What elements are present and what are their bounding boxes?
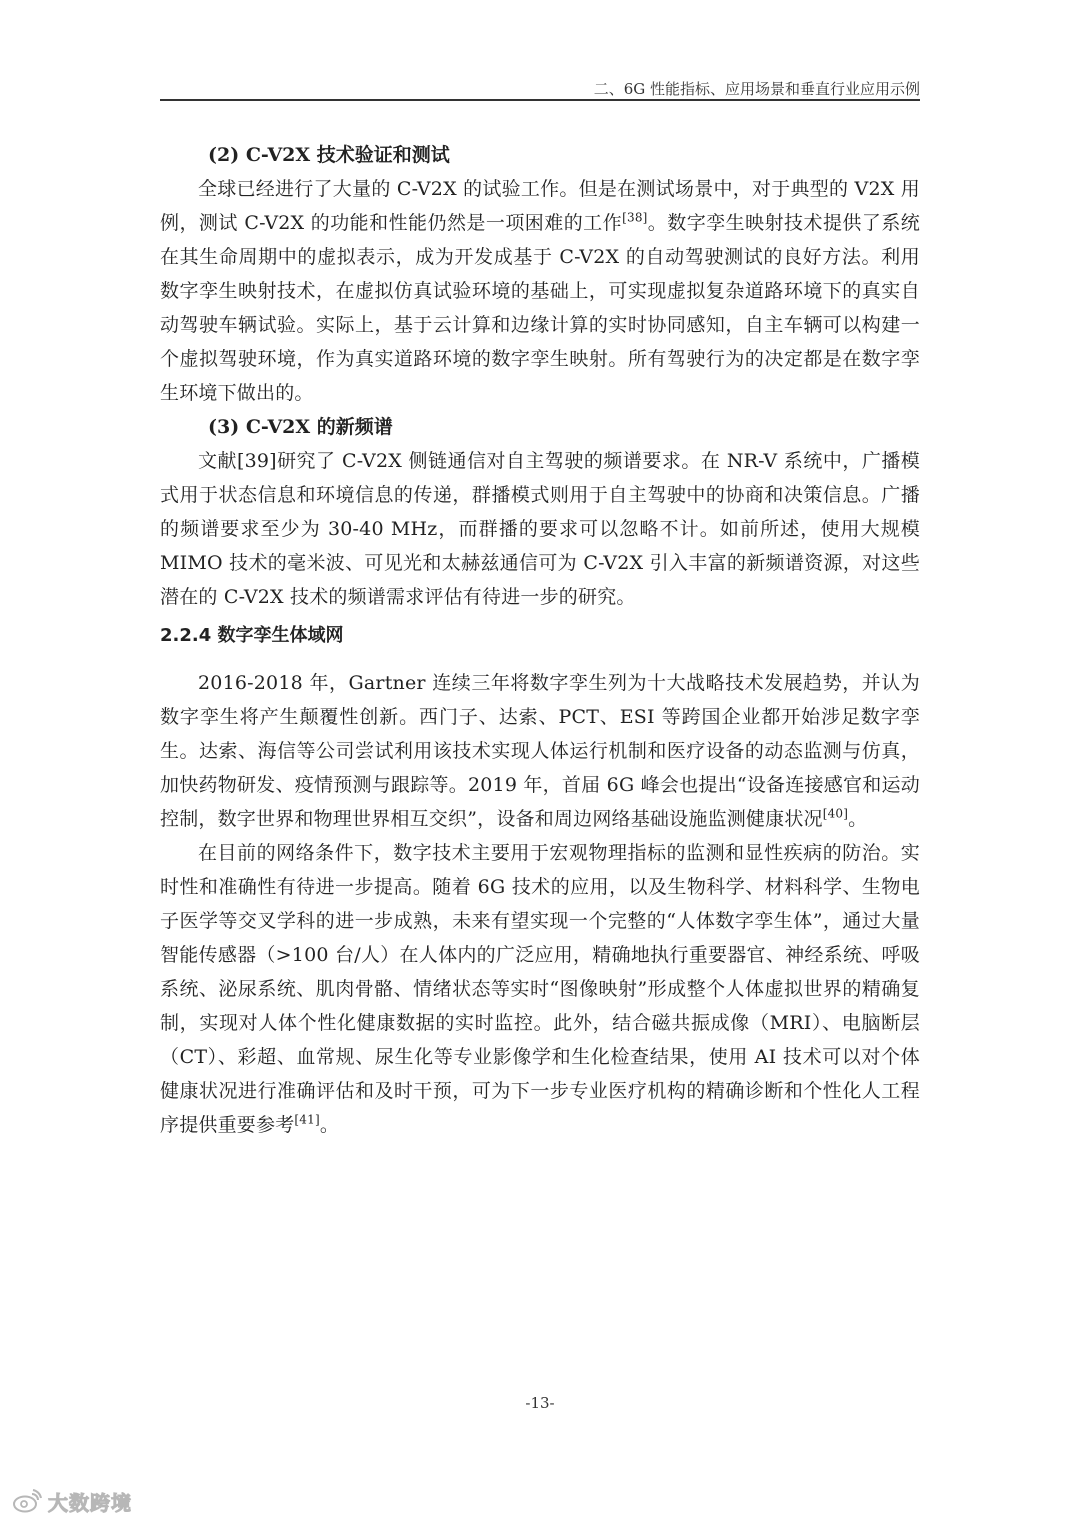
paragraph-digital-twin-1 [160,666,920,836]
watermark [12,1486,132,1516]
paragraph-digital-twin-2 [160,836,920,1142]
weibo-logo-icon [12,1489,42,1513]
watermark-text: 大数跨境 [48,1490,132,1515]
citation-ref-40: [40] [822,806,849,821]
paragraph-text: 。 [848,808,868,830]
section-title-digital-twin-ban: 2.2.4 数字孪生体域网 [160,625,344,646]
subsection-heading-new-spectrum: (3) C-V2X 的新频谱 [208,416,393,438]
paragraph-c-v2x-testing [160,172,920,410]
paragraph-text: 全球已经进行了大量的 C-V2X 的试验工作。但是在测试场景中，对于典型的 V2X 用例，测试 C-V2X 的功能和性能仍然是一项困难的工作 [160,178,920,234]
paragraph-new-spectrum: 文献[39]研究了 C-V2X 侧链通信对自主驾驶的频谱要求。在 NR-V 系统中，广播模式用于状态信息和环境信息的传递，群播模式则用于自主驾驶中的协商和决策信息。广播的频谱要求至少为 30-40 MHz，而群播的要求可以忽略不计。如前所述，使用大规模 MIMO 技术的毫米波、可见光和太赫兹通信可为 C-V2X 引入丰富的新频谱资源，对这些潜在的 C-V2X 技术的频谱需求评估有待进一步的研究。 [160,450,920,608]
page-number: -13- [525,1394,555,1412]
page-body [160,138,920,1142]
paragraph-text: 。数字孪生映射技术提供了系统在其生命周期中的虚拟表示，成为开发成基于 C-V2X 的自动驾驶测试的良好方法。利用数字孪生映射技术，在虚拟仿真试验环境的基础上，可实现虚拟复杂道路环境下的真实自动驾驶车辆试验。实际上，基于云计算和边缘计算的实时协同感知，自主车辆可以构建一个虚拟驾驶环境，作为真实道路环境的数字孪生映射。所有驾驶行为的决定都是在数字孪生环境下做出的。 [160,212,920,404]
header-rule [160,99,920,101]
citation-ref-41: [41] [294,1112,320,1127]
paragraph-text: 2016-2018 年，Gartner 连续三年将数字孪生列为十大战略技术发展趋势，并认为数字孪生将产生颠覆性创新。西门子、达索、PCT、ESI 等跨国企业都开始涉足数字孪生。达索、海信等公司尝试利用该技术实现人体运行机制和医疗设备的动态监测与仿真，加快药物研发、疫情预测与跟踪等。2019 年，首届 6G 峰会也提出“设备连接感官和运动控制，数字世界和物理世界相互交织”，设备和周边网络基础设施监测健康状况 [160,672,920,830]
paragraph-text: 在目前的网络条件下，数字技术主要用于宏观物理指标的监测和显性疾病的防治。实时性和准确性有待进一步提高。随着 6G 技术的应用，以及生物科学、材料科学、生物电子医学等交叉学科的进一步成熟，未来有望实现一个完整的“人体数字孪生体”，通过大量智能传感器（>100 台/人）在人体内的广泛应用，精确地执行重要器官、神经系统、呼吸系统、泌尿系统、肌肉骨骼、情绪状态等实时“图像映射”形成整个人体虚拟世界的精确复制，实现对人体个性化健康数据的实时监控。此外，结合磁共振成像（MRI）、电脑断层（CT）、彩超、血常规、尿生化等专业影像学和生化检查结果，使用 AI 技术可以对个体健康状况进行准确评估和及时干预，可为下一步专业医疗机构的精确诊断和个性化人工程序提供重要参考 [160,842,920,1136]
subsection-heading-c-v2x-testing: (2) C-V2X 技术验证和测试 [208,144,450,166]
citation-ref-38: [38] [622,210,648,225]
running-header: 二、6G 性能指标、应用场景和垂直行业应用示例 [593,80,920,98]
paragraph-text: 。 [319,1114,340,1136]
